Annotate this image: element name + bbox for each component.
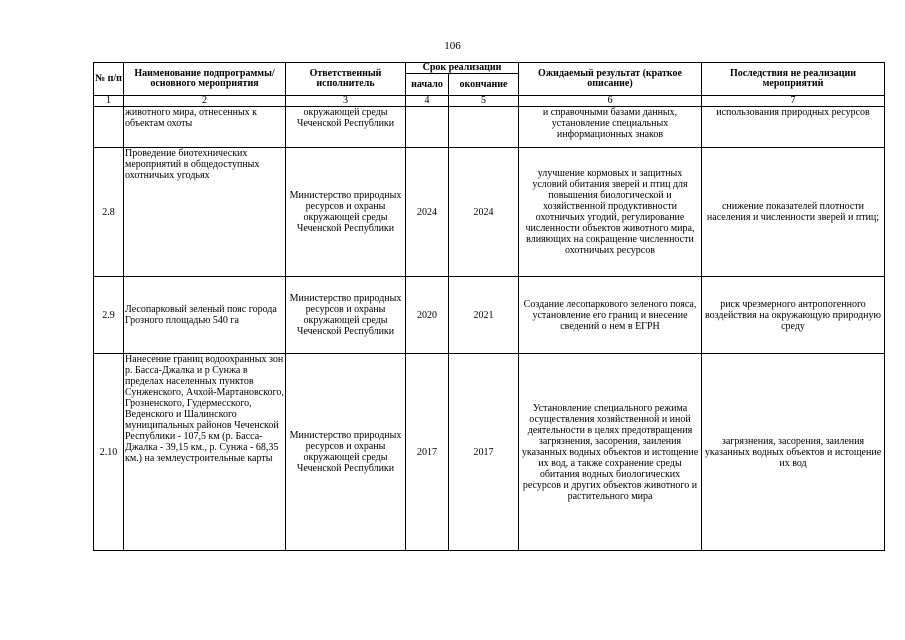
row-name: Проведение биотехнических мероприятий в общедоступных охотничьих угодьях: [124, 148, 286, 277]
row-end: [449, 107, 519, 148]
header-end: окончание: [449, 74, 519, 96]
row-num: 2.8: [94, 148, 124, 277]
column-number: 7: [702, 96, 885, 107]
row-consequences: использования природных ресурсов: [702, 107, 885, 148]
row-consequences: снижение показателей плотности населения и численности зверей и птиц;: [702, 148, 885, 277]
row-executor: окружающей среды Чеченской Республики: [286, 107, 406, 148]
row-num: 2.10: [94, 354, 124, 551]
row-executor: Министерство природных ресурсов и охраны окружающей среды Чеченской Республики: [286, 354, 406, 551]
header-term: Срок реализации: [406, 63, 519, 74]
column-number: 5: [449, 96, 519, 107]
row-start: 2020: [406, 277, 449, 354]
row-consequences: риск чрезмерного антропогенного воздействия на окружающую природную среду: [702, 277, 885, 354]
row-num: [94, 107, 124, 148]
row-result: Создание лесопаркового зеленого пояса, установление его границ и внесение сведений о нем в ЕГРН: [519, 277, 702, 354]
row-start: 2024: [406, 148, 449, 277]
row-start: 2017: [406, 354, 449, 551]
row-result: улучшение кормовых и защитных условий обитания зверей и птиц для повышения биологической и хозяйственной продуктивности охотничьих угодий, регулирование численности объектов животного мира, влияющих на сокращение численности охотничьих ресурсов: [519, 148, 702, 277]
header-start: начало: [406, 74, 449, 96]
page-number: 106: [444, 40, 461, 52]
row-end: 2021: [449, 277, 519, 354]
column-number: 4: [406, 96, 449, 107]
column-number: 6: [519, 96, 702, 107]
table-row: [94, 148, 885, 277]
column-number: 3: [286, 96, 406, 107]
header-result: Ожидаемый результат (краткое описание): [519, 63, 702, 96]
row-end: 2024: [449, 148, 519, 277]
table-row: [94, 354, 885, 551]
row-name: животного мира, отнесенных к объектам охоты: [124, 107, 286, 148]
row-end: 2017: [449, 354, 519, 551]
row-consequences: загрязнения, засорения, заиления указанных водных объектов и истощение их вод: [702, 354, 885, 551]
row-result: и справочными базами данных, установление специальных информационных знаков: [519, 107, 702, 148]
row-start: [406, 107, 449, 148]
row-name: Нанесение границ водоохранных зон р. Басса-Джалка и р Сунжа в пределах населенных пунктов Сунженского, Ачхой-Мартановского, Грозненского, Гудермесского, Веденского и Шалинского муниципальных районов Чеченской Республики - 107,5 км (р. Басса-Джалка - 39,15 км., р. Сунжа - 68,35 км.) на землеустроительные карты: [124, 354, 286, 551]
table-row: [94, 277, 885, 354]
header-name: Наименование подпрограммы/ основного мероприятия: [124, 63, 286, 96]
column-number: 2: [124, 96, 286, 107]
measures-table: [93, 62, 885, 551]
row-result: Установление специального режима осуществления хозяйственной и иной деятельности в целях предотвращения загрязнения, засорения, заиления указанных водных объектов и истощение их вод, а также сохранение среды обитания водных биологических ресурсов и других объектов животного и растительного мира: [519, 354, 702, 551]
column-number: 1: [94, 96, 124, 107]
column-number-row: [94, 96, 885, 107]
row-num: 2.9: [94, 277, 124, 354]
row-name: Лесопарковый зеленый пояс города Грозного площадью 540 га: [124, 277, 286, 354]
table-row: [94, 107, 885, 148]
row-executor: Министерство природных ресурсов и охраны окружающей среды Чеченской Республики: [286, 148, 406, 277]
row-executor: Министерство природных ресурсов и охраны окружающей среды Чеченской Республики: [286, 277, 406, 354]
header-num: № п/п: [94, 63, 124, 96]
header-executor: Ответственный исполнитель: [286, 63, 406, 96]
header-consequences: Последствия не реализации мероприятий: [702, 63, 885, 96]
